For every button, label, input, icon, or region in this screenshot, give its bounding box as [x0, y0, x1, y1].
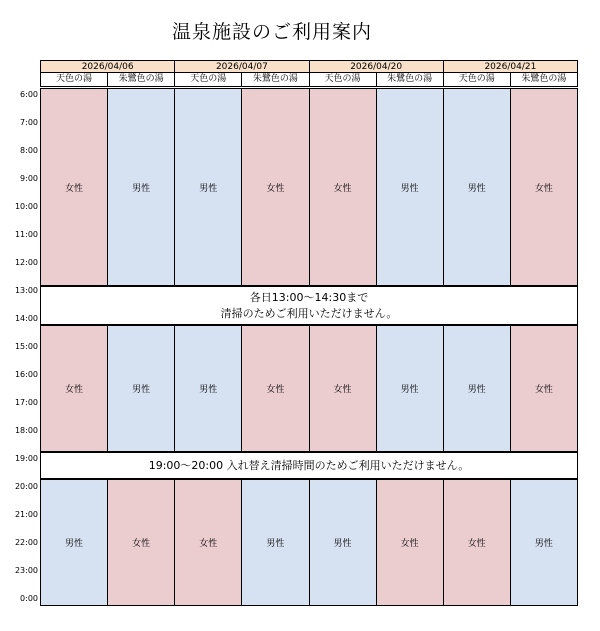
morning-block — [40, 88, 578, 286]
time-label: 0:00 — [20, 594, 38, 603]
schedule-cell: 男性 — [107, 88, 174, 286]
time-label: 15:00 — [14, 342, 38, 351]
bath-name: 朱鷺色の湯 — [241, 73, 308, 87]
bath-name: 朱鷺色の湯 — [510, 73, 578, 87]
schedule-cell: 男性 — [241, 479, 308, 606]
date-header: 2026/04/21 — [443, 60, 578, 73]
schedule-cell: 男性 — [174, 88, 241, 286]
bath-name: 朱鷺色の湯 — [107, 73, 174, 87]
bath-name: 朱鷺色の湯 — [376, 73, 443, 87]
schedule-cell: 女性 — [309, 88, 376, 286]
notice-line: 清掃のためご利用いただけません。 — [220, 306, 398, 320]
schedule-cell: 女性 — [309, 325, 376, 452]
schedule-cell: 女性 — [174, 479, 241, 606]
schedule-cell: 女性 — [443, 479, 510, 606]
notice-line: 各日13:00～14:30まで — [249, 290, 369, 304]
date-header: 2026/04/06 — [40, 60, 174, 73]
schedule-cell: 男性 — [376, 325, 443, 452]
schedule-cell: 女性 — [107, 479, 174, 606]
time-label: 13:00 — [14, 286, 38, 295]
time-label: 17:00 — [14, 398, 38, 407]
time-label: 8:00 — [20, 146, 38, 155]
time-label: 20:00 — [14, 482, 38, 491]
time-label: 9:00 — [20, 174, 38, 183]
time-label: 6:00 — [20, 90, 38, 99]
time-label: 23:00 — [14, 566, 38, 575]
schedule-cell: 女性 — [241, 88, 308, 286]
schedule-cell: 男性 — [443, 325, 510, 452]
schedule-cell: 男性 — [40, 479, 107, 606]
schedule-cell: 女性 — [241, 325, 308, 452]
time-label: 10:00 — [14, 202, 38, 211]
bath-name: 天色の湯 — [443, 73, 510, 87]
afternoon-block — [40, 325, 578, 452]
time-label: 21:00 — [14, 510, 38, 519]
time-label: 22:00 — [14, 538, 38, 547]
schedule-cell: 男性 — [174, 325, 241, 452]
time-axis — [0, 0, 40, 631]
schedule-cell: 男性 — [510, 479, 578, 606]
schedule-cell: 男性 — [443, 88, 510, 286]
swap-cleaning-notice — [40, 452, 578, 479]
time-label: 14:00 — [14, 314, 38, 323]
evening-block — [40, 479, 578, 606]
bath-header-row — [40, 73, 578, 87]
bath-name: 天色の湯 — [40, 73, 107, 87]
bath-name: 天色の湯 — [309, 73, 376, 87]
date-header: 2026/04/07 — [174, 60, 308, 73]
schedule-cell: 男性 — [376, 88, 443, 286]
time-label: 18:00 — [14, 426, 38, 435]
date-header-row — [40, 60, 578, 73]
schedule-cell: 女性 — [40, 325, 107, 452]
time-label: 19:00 — [14, 454, 38, 463]
time-label: 16:00 — [14, 370, 38, 379]
time-label: 7:00 — [20, 118, 38, 127]
notice-line: 19:00～20:00 入れ替え清掃時間のためご利用いただけません。 — [148, 458, 470, 472]
schedule-cell: 男性 — [107, 325, 174, 452]
time-label: 12:00 — [14, 258, 38, 267]
schedule-cell: 男性 — [309, 479, 376, 606]
schedule-cell: 女性 — [376, 479, 443, 606]
schedule-cell: 女性 — [510, 325, 578, 452]
bath-name: 天色の湯 — [174, 73, 241, 87]
cleaning-notice — [40, 286, 578, 325]
schedule-cell: 女性 — [510, 88, 578, 286]
page-title: 温泉施設のご利用案内 — [172, 21, 373, 43]
date-header: 2026/04/20 — [309, 60, 443, 73]
schedule-cell: 女性 — [40, 88, 107, 286]
time-label: 11:00 — [14, 230, 38, 239]
